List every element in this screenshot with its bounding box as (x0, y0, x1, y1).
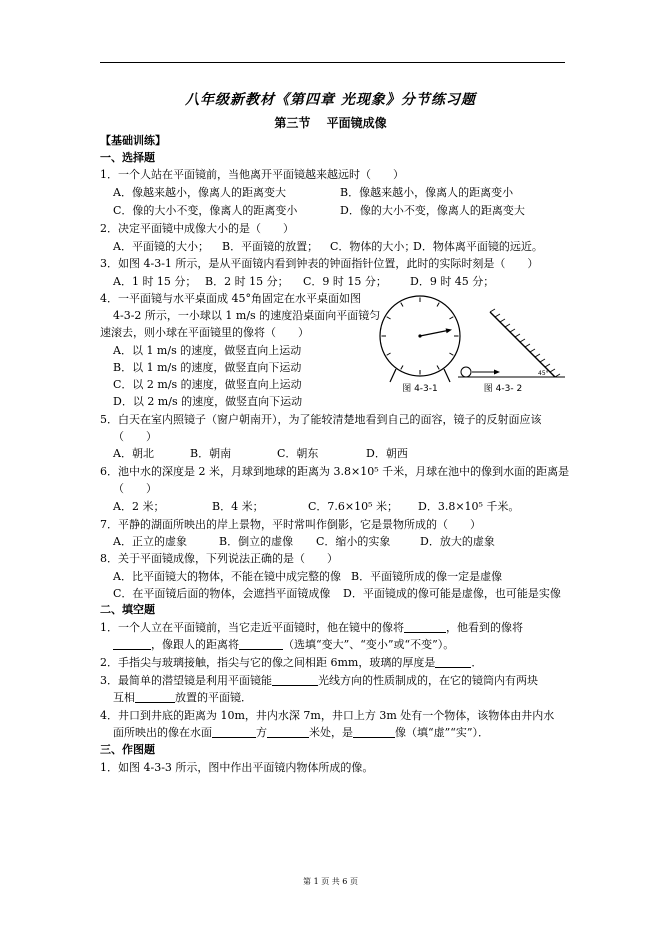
question-6-stem: （ ） (113, 482, 157, 495)
fill-question-2-text: 2．手指尖与玻璃接触，指尖与它的像之间相距 6mm，玻璃的厚度是 (100, 656, 436, 669)
fill-question-1-cont (113, 636, 454, 653)
clock-leg (444, 369, 450, 382)
question-3-option-c: C．9 时 15 分； (303, 275, 387, 288)
header-rule (100, 62, 565, 63)
question-4-option-a: A．以 1 m/s 的速度，做竖直向上运动 (113, 344, 302, 357)
clock-tick (387, 353, 391, 355)
answer-blank (353, 725, 395, 738)
drawing-question-1: 1．如图 4-3-3 所示，图中作出平面镜内物体所成的像。 (100, 761, 374, 774)
figure-label-4-3-1: 图 4-3-1 (402, 384, 438, 394)
question-2-stem: 2．决定平面镜中成像大小的是（ ） (100, 222, 294, 235)
question-1-option-c: C．像的大小不变，像离人的距离变小 (113, 204, 298, 217)
doc-title: 八年级新教材《第四章 光现象》分节练习题 (185, 92, 476, 108)
clock-tick (437, 365, 439, 369)
fill-question-1-text: ，他看到的像将 (446, 621, 523, 634)
question-1-option-b: B．像越来越小，像离人的距离变小 (340, 186, 514, 199)
clock-leg (390, 369, 396, 382)
drawing-heading: 三、作图题 (100, 743, 155, 756)
clock-tick (437, 303, 439, 307)
mirror-hatch (545, 364, 550, 367)
angle-label: 45° (538, 370, 549, 377)
question-7-option-b: B．倒立的虚像 (219, 535, 294, 548)
figure-label-4-3-2: 图 4-3- 2 (483, 384, 523, 394)
fill-question-1-text: 1．一个人立在平面镜前，当它走近平面镜时，他在镜中的像将 (100, 621, 404, 634)
question-7-stem: 7．平静的湖面所映出的岸上景物，平时常叫作倒影，它是景物所成的（ ） (100, 518, 481, 531)
question-6-option-c: C．7.6×10⁵ 米； (308, 500, 399, 513)
fill-question-1-text: ，像跟人的距离将 (151, 638, 239, 651)
fill-heading: 二、填空题 (100, 603, 155, 616)
ball (461, 367, 471, 377)
question-2-option-a: A．平面镜的大小； (113, 240, 209, 253)
answer-blank (135, 690, 175, 703)
question-4-stem: 4．一平面镜与水平桌面成 45°角固定在水平桌面如图 (100, 292, 361, 305)
question-4-option-d: D．以 2 m/s 的速度，做竖直向下运动 (113, 395, 303, 408)
fill-question-4: 4．井口到井底的距离为 10m，井内水深 7m，井口上方 3m 处有一个物体，该物体由井内水 (100, 709, 555, 722)
clock-icon (380, 296, 460, 382)
fill-question-4-text: 面所映出的像在水面 (113, 726, 212, 739)
answer-blank (435, 655, 471, 668)
question-6-option-a: A．2 米； (113, 500, 165, 513)
question-4-stem: 4-3-2 所示，一小球以 1 m/s 的速度沿桌面向平面镜匀 (113, 309, 381, 322)
question-1-option-a: A．像越来越小，像离人的距离变大 (113, 186, 286, 199)
fill-question-1-text: （选填“变大”、“变小”或“不变”）。 (283, 638, 455, 651)
question-1-option-d: D．像的大小不变，像离人的距离变大 (340, 204, 525, 217)
mirror-hatch (495, 314, 500, 317)
training-label: 【基础训练】 (100, 134, 166, 147)
clock-tick (401, 365, 403, 369)
question-3-option-b: B．2 时 15 分； (205, 275, 289, 288)
question-8-option-a: A．比平面镜大的物体，不能在镜中成完整的像 (113, 570, 341, 583)
question-8-option-b: B．平面镜所成的像一定是虚像 (351, 570, 503, 583)
question-2-option-b: B．平面镜的放置； (222, 240, 319, 253)
answer-blank (212, 725, 256, 738)
answer-blank (272, 673, 318, 686)
question-3-option-a: A．1 时 15 分； (113, 275, 197, 288)
section-subtitle: 第三节 平面镜成像 (274, 116, 387, 130)
question-6-option-b: B．4 米； (212, 500, 264, 513)
answer-blank (404, 620, 446, 633)
fill-question-3-cont (113, 689, 252, 706)
question-3-option-d: D．9 时 45 分； (410, 275, 495, 288)
answer-blank (267, 725, 309, 738)
question-7-option-c: C．缩小的实象 (316, 535, 391, 548)
question-4-option-c: C．以 2 m/s 的速度，做竖直向上运动 (113, 378, 302, 391)
fill-question-4-text: 米处，是 (309, 726, 353, 739)
fill-question-2 (100, 654, 482, 671)
fill-question-3-text: 放置的平面镜． (175, 691, 252, 704)
mirror-hatch (520, 339, 525, 342)
mirror-hatch (490, 309, 495, 312)
question-8-option-c: C．在平面镜后面的物体，会遮挡平面镜成像 (113, 587, 331, 600)
answer-blank (113, 637, 151, 650)
mirror-hatch (500, 319, 505, 322)
clock-tick (387, 317, 391, 319)
question-8-stem: 8．关于平面镜成像，下列说法正确的是（ ） (100, 552, 338, 565)
question-1-stem: 1．一个人站在平面镜前，当他离开平面镜越来越远时（ ） (100, 168, 404, 181)
answer-blank (239, 637, 283, 650)
question-2-option-d: D．物体离平面镜的远近。 (413, 240, 543, 253)
mirror-hatch (530, 349, 535, 352)
question-2-option-c: C．物体的大小； (330, 240, 416, 253)
question-7-option-d: D．放大的虚象 (420, 535, 495, 548)
mirror-hatch (510, 329, 515, 332)
fill-question-4-cont (113, 724, 489, 741)
question-6-option-d: D．3.8×10⁵ 千米。 (418, 500, 520, 513)
inclined-mirror-icon (458, 309, 565, 377)
fill-question-2-text: ． (471, 656, 483, 669)
question-4-option-b: B．以 1 m/s 的速度，做竖直向下运动 (113, 361, 302, 374)
motion-arrowhead (494, 370, 500, 375)
fill-question-3-text: 3．最简单的潜望镜是利用平面镜能 (100, 674, 272, 687)
page-footer: 第 1 页 共 6 页 (303, 877, 358, 886)
question-5-option-d: D．朝西 (366, 447, 408, 460)
fill-question-3-text: 光线方向的性质制成的，在它的镜筒内有两块 (318, 674, 538, 687)
mirror-hatch (535, 354, 540, 357)
mirror-hatch (515, 334, 520, 337)
clock-hand (420, 331, 447, 336)
clock-center (418, 334, 421, 337)
fill-question-1 (100, 619, 523, 636)
question-5-option-a: A．朝北 (113, 447, 154, 460)
clock-tick (449, 353, 453, 355)
question-5-stem: 5．白天在室内照镜子（窗户朝南开），为了能较清楚地看到自己的面容，镜子的反射面应该 (100, 413, 542, 426)
question-3-stem: 3．如图 4-3-1 所示，是从平面镜内看到钟表的钟面指针位置，此时的实际时刻是（ ） (100, 257, 539, 270)
question-6-stem: 6．池中水的深度是 2 米，月球到地球的距离为 3.8×10⁵ 千米，月球在池中的像到水面的距离是 (100, 465, 570, 478)
mirror-hatch (505, 324, 510, 327)
question-4-stem: 速滚去，则小球在平面镜里的像将（ ） (100, 326, 309, 339)
question-5-option-b: B．朝南 (190, 447, 232, 460)
mirror-hatch (525, 344, 530, 347)
fill-question-3 (100, 672, 538, 689)
clock-tick (401, 303, 403, 307)
clock-hand-arrowhead (446, 328, 452, 333)
question-7-option-a: A．正立的虚象 (113, 535, 187, 548)
clock-tick (449, 317, 453, 319)
fill-question-3-text: 互相 (113, 691, 135, 704)
fill-question-4-text: 方 (256, 726, 267, 739)
fill-question-4-text: 像（填“虚”“实”）． (395, 726, 489, 739)
question-8-option-d: D．平面镜成的像可能是虚像，也可能是实像 (343, 587, 561, 600)
figures-4-3-1-and-4-3-2 (370, 290, 565, 396)
question-5-option-c: C．朝东 (277, 447, 319, 460)
choice-heading: 一、选择题 (100, 151, 155, 164)
question-5-stem: （ ） (113, 430, 157, 443)
mirror-hatch (540, 359, 545, 362)
mirror-hatching (490, 309, 560, 377)
mirror-hatch (550, 369, 555, 372)
